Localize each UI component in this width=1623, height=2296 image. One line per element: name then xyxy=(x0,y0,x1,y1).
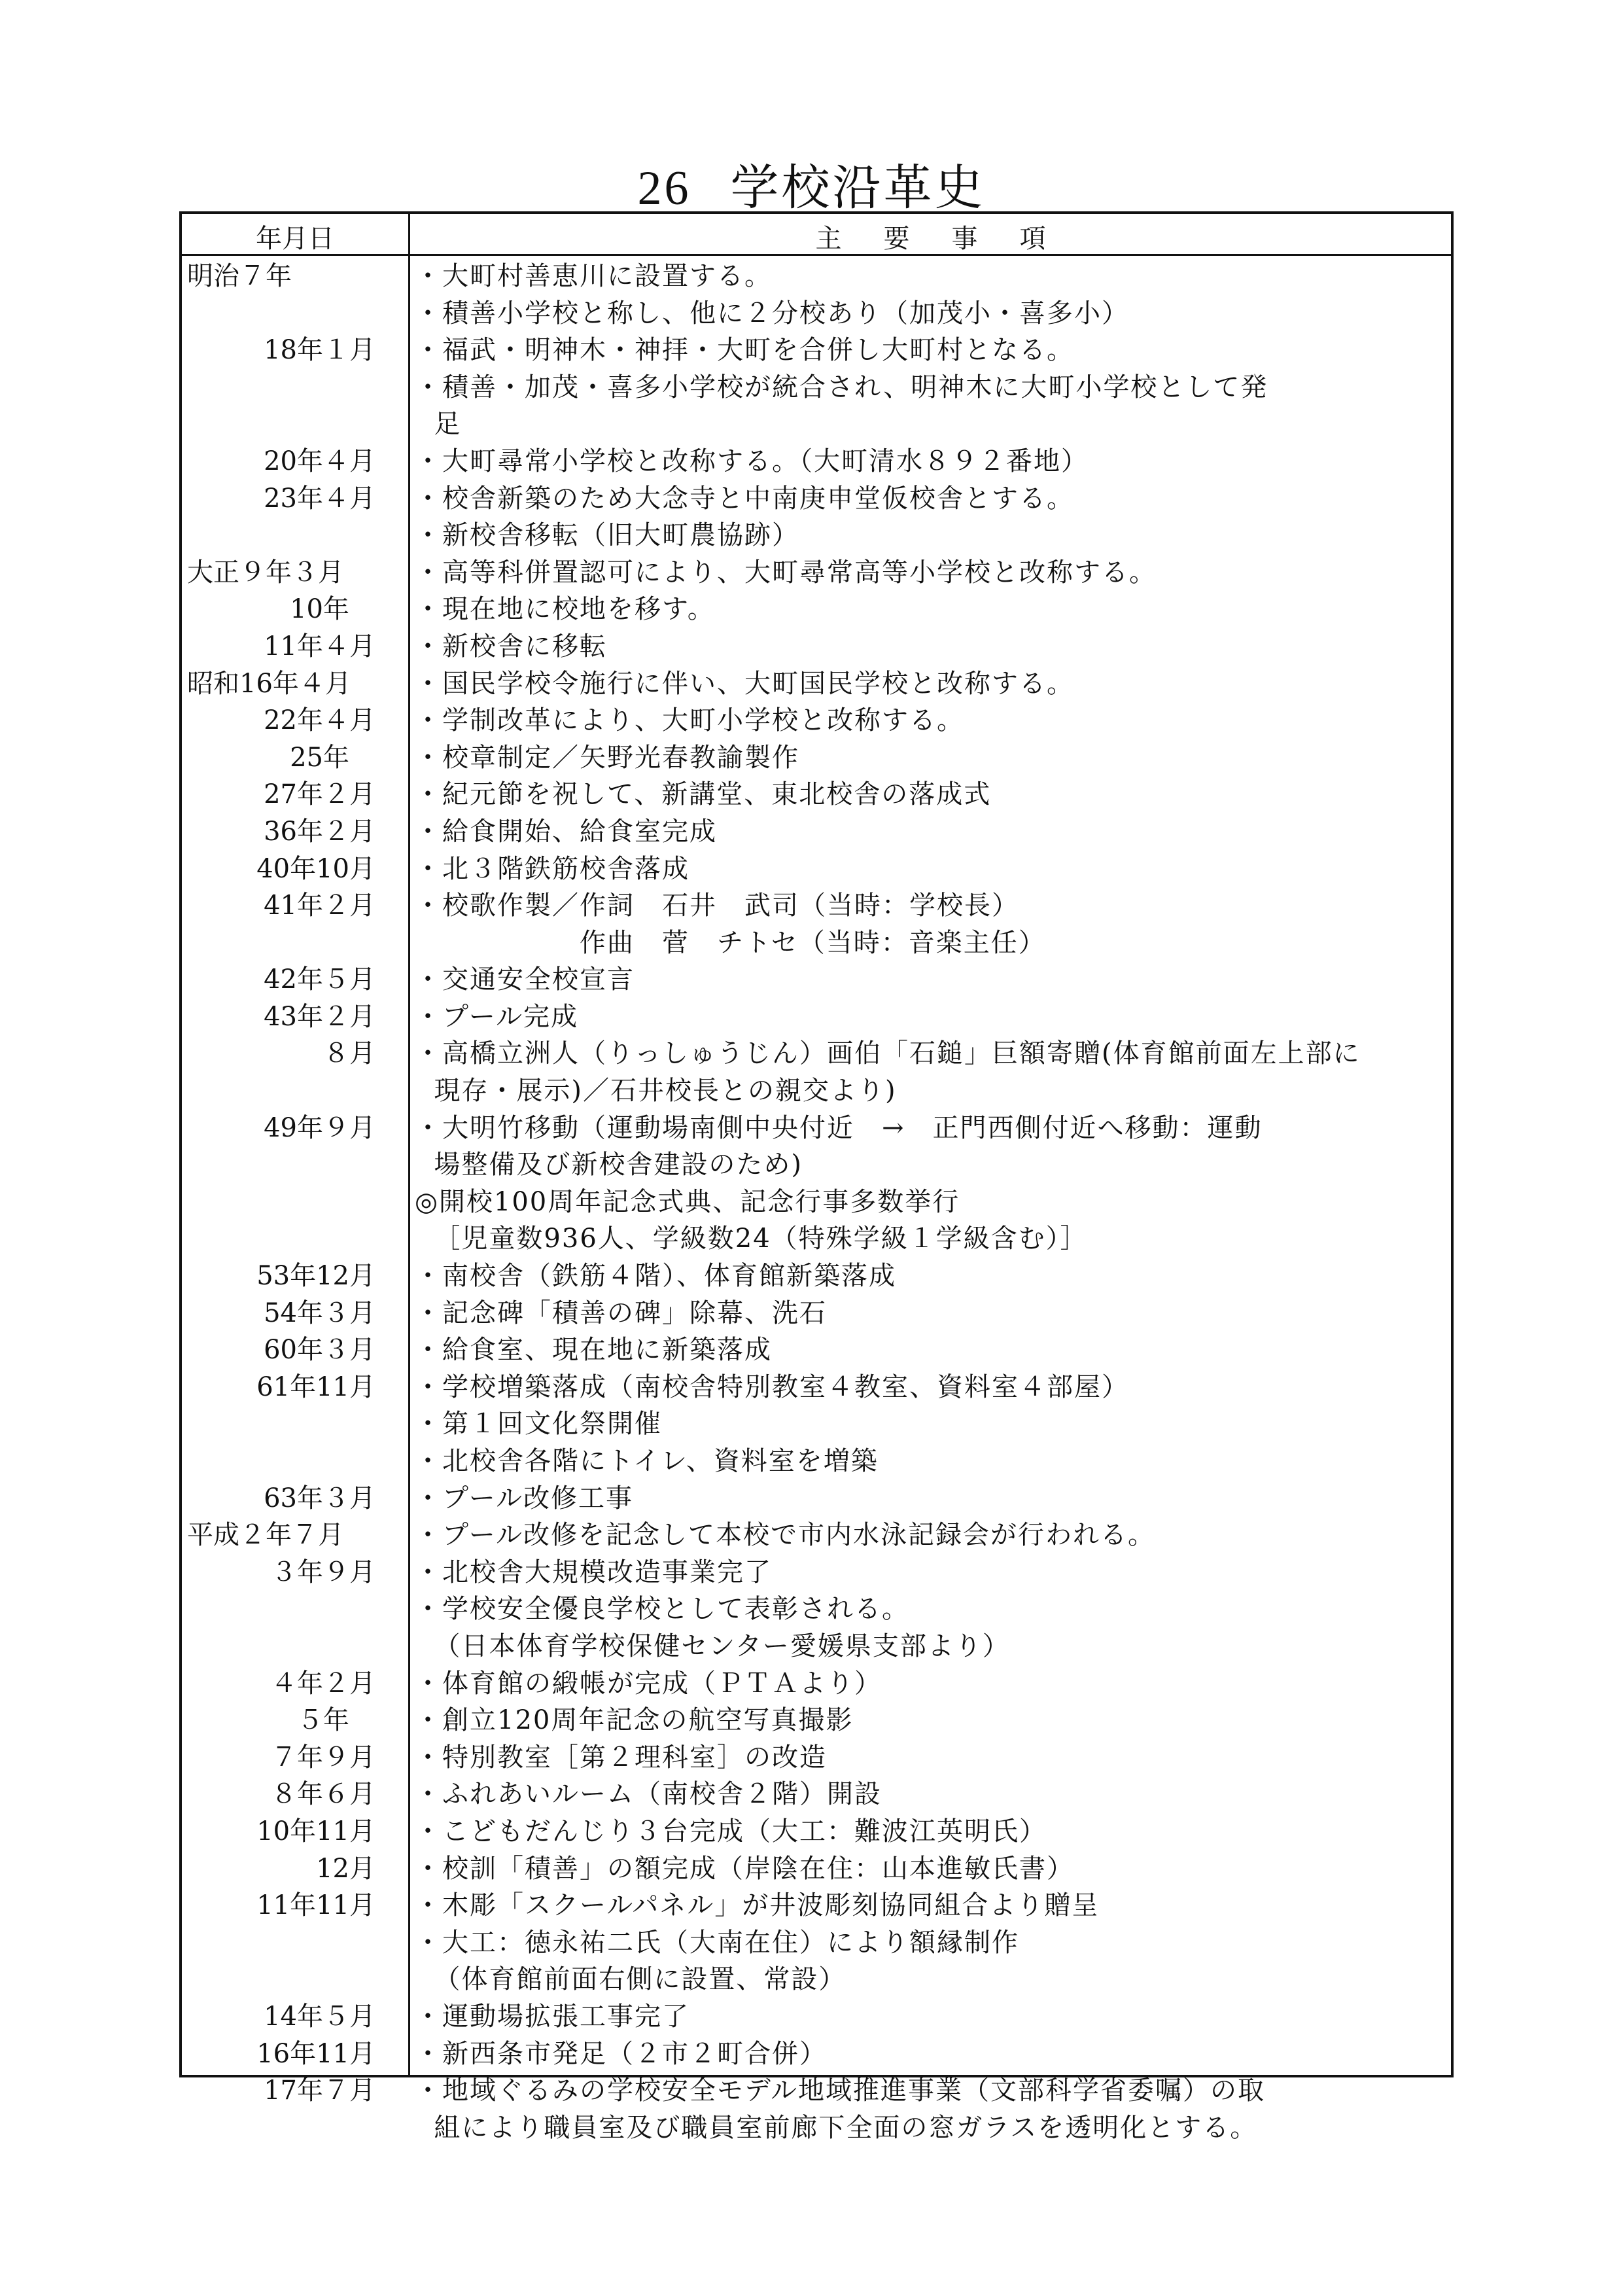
page-title xyxy=(0,149,1623,219)
row-date xyxy=(182,369,408,406)
row-event: ・紀元節を祝して、新講堂、東北校舎の落成式 xyxy=(415,779,992,810)
row-event: ・特別教室［第２理科室］の改造 xyxy=(415,1742,827,1773)
row-event: ・木彫「スクールパネル」が井波彫刻協同組合より贈呈 xyxy=(415,1890,1100,1921)
row-event: ・南校舎（鉄筋４階）、体育館新築落成 xyxy=(415,1261,896,1292)
row-date: ８年６月 xyxy=(271,1779,375,1810)
table-row xyxy=(182,369,1451,406)
row-date: 49年９月 xyxy=(264,1112,375,1143)
row-event: ・学校安全優良学校として表彰される。 xyxy=(415,1594,909,1625)
table-row xyxy=(182,1295,1451,1332)
table-row xyxy=(182,702,1451,739)
table-row xyxy=(182,998,1451,1036)
row-event: 足 xyxy=(415,409,462,440)
table-row xyxy=(182,2072,1451,2110)
table-row xyxy=(182,591,1451,628)
row-date: 23年４月 xyxy=(264,483,375,514)
table-row xyxy=(182,1517,1451,1554)
row-event: ・国民学校令施行に伴い、大町国民学校と改称する。 xyxy=(415,668,1074,699)
title-text: 学校沿革史 xyxy=(730,160,986,216)
row-date: 25年 xyxy=(290,742,375,773)
table-row xyxy=(182,1110,1451,1147)
table-row xyxy=(182,1776,1451,1813)
row-event: 現存・展示)／石井校長との親交より) xyxy=(415,1076,897,1106)
table-row xyxy=(182,1554,1451,1591)
row-date: 40年10月 xyxy=(256,853,375,884)
table-row xyxy=(182,1998,1451,2036)
row-date xyxy=(182,295,408,332)
row-date: 17年７月 xyxy=(264,2075,375,2106)
table-header xyxy=(182,214,1451,256)
row-event: ・新校舎に移転 xyxy=(415,631,607,662)
table-row xyxy=(182,925,1451,962)
row-event: ・学制改革により、大町小学校と改称する。 xyxy=(415,705,964,736)
table-row xyxy=(182,1665,1451,1703)
row-event: ・大工：徳永祐二氏（大南在住）により額縁制作 xyxy=(415,1927,1019,1958)
row-date xyxy=(182,1405,408,1443)
row-event: ・高等科併置認可により、大町尋常高等小学校と改称する。 xyxy=(415,557,1157,588)
row-date: 昭和16年４月 xyxy=(187,668,351,699)
row-date: 大正９年３月 xyxy=(187,557,344,588)
table-row xyxy=(182,1220,1451,1258)
row-date: 16年11月 xyxy=(256,2038,375,2069)
row-date: 27年２月 xyxy=(264,779,375,810)
table-row xyxy=(182,739,1451,777)
row-event: ・プール改修工事 xyxy=(415,1483,633,1513)
row-event: ・地域ぐるみの学校安全モデル地域推進事業（文部科学省委嘱）の取 xyxy=(415,2075,1265,2106)
row-event: 場整備及び新校舎建設のため) xyxy=(415,1150,803,1180)
table-row xyxy=(182,1850,1451,1888)
row-date xyxy=(182,1961,408,1998)
row-event: （日本体育学校保健センター愛媛県支部より） xyxy=(415,1631,1010,1661)
row-event: ・記念碑「積善の碑」除幕、洗石 xyxy=(415,1298,827,1328)
row-event: ・こどもだんじり３台完成（大工：難波江英明氏） xyxy=(415,1816,1047,1846)
row-date: 14年５月 xyxy=(264,2001,375,2032)
row-date: 10年11月 xyxy=(256,1816,375,1846)
row-date xyxy=(182,2110,408,2147)
table-row xyxy=(182,1146,1451,1184)
row-date xyxy=(182,1146,408,1184)
row-event: ・新校舎移転（旧大町農協跡） xyxy=(415,520,799,551)
row-date: 12月 xyxy=(316,1853,375,1884)
row-event: ・給食室、現在地に新築落成 xyxy=(415,1335,772,1366)
row-event: ・福武・明神木・神拝・大町を合併し大町村となる。 xyxy=(415,335,1074,366)
row-event: （体育館前面右側に設置、常設） xyxy=(415,1964,846,1995)
table-row xyxy=(182,480,1451,518)
row-event: ・大町村善恵川に設置する。 xyxy=(415,261,772,291)
header-date: 年月日 xyxy=(256,224,334,254)
table-row xyxy=(182,2036,1451,2073)
row-date: 平成２年７月 xyxy=(187,1520,344,1551)
table-row xyxy=(182,1813,1451,1850)
table-row xyxy=(182,1072,1451,1110)
row-date: 10年 xyxy=(290,594,375,625)
row-event: ・運動場拡張工事完了 xyxy=(415,2001,689,2032)
row-date: 60年３月 xyxy=(264,1335,375,1366)
table-row xyxy=(182,1443,1451,1480)
row-event: ・第１回文化祭開催 xyxy=(415,1409,662,1439)
row-date: 42年５月 xyxy=(264,964,375,995)
row-event: ・積善・加茂・喜多小学校が統合され、明神木に大町小学校として発 xyxy=(415,372,1268,402)
table-row xyxy=(182,1628,1451,1665)
row-date: 明治７年 xyxy=(187,261,292,291)
row-date: 54年３月 xyxy=(264,1298,375,1328)
row-event: ［児童数936人、学級数24（特殊学級１学級含む）］ xyxy=(415,1224,1088,1254)
row-date: ８月 xyxy=(323,1038,375,1069)
row-event: ・校章制定／矢野光春教諭製作 xyxy=(415,742,799,773)
table-row xyxy=(182,406,1451,443)
row-event: ・給食開始、給食室完成 xyxy=(415,816,717,847)
row-event: ・大明竹移動（運動場南側中央付近 → 正門西側付近へ移動：運動 xyxy=(415,1112,1263,1143)
table-row xyxy=(182,1035,1451,1072)
table-row xyxy=(182,517,1451,554)
table-row xyxy=(182,332,1451,369)
row-event: ・学校増築落成（南校舎特別教室４教室、資料室４部屋） xyxy=(415,1371,1129,1402)
row-event: ・交通安全校宣言 xyxy=(415,964,635,995)
row-date: ４年２月 xyxy=(271,1668,375,1699)
row-date: ３年９月 xyxy=(271,1557,375,1587)
table-row xyxy=(182,1591,1451,1628)
row-date xyxy=(182,1184,408,1221)
row-event: ・現在地に校地を移す。 xyxy=(415,594,715,625)
row-event: ・体育館の緞帳が完成（ＰＴＡより） xyxy=(415,1668,882,1699)
row-event: ◎開校100周年記念式典、記念行事多数挙行 xyxy=(415,1186,960,1217)
table-row xyxy=(182,851,1451,888)
table-row xyxy=(182,1258,1451,1295)
row-event: ・北校舎大規模改造事業完了 xyxy=(415,1557,772,1587)
header-main: 主要事項 xyxy=(815,224,1088,254)
row-date xyxy=(182,406,408,443)
row-date: 36年２月 xyxy=(264,816,375,847)
table-row xyxy=(182,887,1451,925)
table-row xyxy=(182,1887,1451,1924)
history-table xyxy=(179,211,1454,2143)
table-row xyxy=(182,665,1451,703)
row-date: ５年 xyxy=(297,1705,375,1736)
row-date xyxy=(182,1591,408,1628)
row-event: ・プール改修を記念して本校で市内水泳記録会が行われる。 xyxy=(415,1520,1155,1551)
row-event: ・校舎新築のため大念寺と中南庚申堂仮校舎とする。 xyxy=(415,483,1074,514)
row-event: 作曲 菅 チトセ（当時：音楽主任） xyxy=(415,927,1046,958)
row-date xyxy=(182,1443,408,1480)
row-date: 41年２月 xyxy=(264,891,375,921)
row-date: 22年４月 xyxy=(264,705,375,736)
row-event: ・創立120周年記念の航空写真撮影 xyxy=(415,1705,854,1736)
row-event: ・北校舎各階にトイレ、資料室を増築 xyxy=(415,1446,879,1476)
table-row xyxy=(182,776,1451,813)
row-event: ・高橋立洲人（りっしゅうじん）画伯「石鎚」巨額寄贈(体育館前面左上部に xyxy=(415,1038,1361,1069)
table-row xyxy=(182,443,1451,480)
row-event: ・ふれあいルーム（南校舎２階）開設 xyxy=(415,1779,882,1810)
row-event: 組により職員室及び職員室前廊下全面の窓ガラスを透明化とする。 xyxy=(415,2112,1258,2143)
table-row xyxy=(182,1924,1451,1962)
row-date: ７年９月 xyxy=(271,1742,375,1773)
row-event: ・大町尋常小学校と改称する。（大町清水８９２番地） xyxy=(415,446,1089,476)
row-date xyxy=(182,1628,408,1665)
row-date: 43年２月 xyxy=(264,1001,375,1032)
row-date: 18年１月 xyxy=(264,335,375,366)
table-row xyxy=(182,2110,1451,2147)
row-date xyxy=(182,925,408,962)
table-body xyxy=(182,258,1451,2146)
table-row xyxy=(182,628,1451,665)
row-date: 11年11月 xyxy=(256,1890,375,1921)
table-row xyxy=(182,813,1451,851)
title-number: 26 xyxy=(637,162,691,215)
row-date xyxy=(182,517,408,554)
table-row xyxy=(182,1332,1451,1369)
table-row xyxy=(182,554,1451,592)
table-row xyxy=(182,1184,1451,1221)
table-row xyxy=(182,258,1451,295)
row-event: ・北３階鉄筋校舎落成 xyxy=(415,853,689,884)
row-event: ・新西条市発足（２市２町合併） xyxy=(415,2038,827,2069)
table-row xyxy=(182,1961,1451,1998)
row-event: ・校歌作製／作詞 石井 武司（当時：学校長） xyxy=(415,891,1019,921)
table-row xyxy=(182,1480,1451,1517)
table-row xyxy=(182,1739,1451,1776)
row-event: ・校訓「積善」の額完成（岸陰在住：山本進敏氏書） xyxy=(415,1853,1074,1884)
row-date xyxy=(182,1924,408,1962)
row-event: ・積善小学校と称し、他に２分校あり（加茂小・喜多小） xyxy=(415,298,1129,328)
table-row xyxy=(182,1405,1451,1443)
row-date: 20年４月 xyxy=(264,446,375,476)
row-date xyxy=(182,1220,408,1258)
row-date xyxy=(182,1072,408,1110)
row-date: 11年４月 xyxy=(264,631,375,662)
row-date: 61年11月 xyxy=(256,1371,375,1402)
table-row xyxy=(182,1369,1451,1406)
row-event: ・プール完成 xyxy=(415,1001,578,1032)
row-date: 63年３月 xyxy=(264,1483,375,1513)
table-row xyxy=(182,295,1451,332)
table-row xyxy=(182,961,1451,998)
table-row xyxy=(182,1702,1451,1739)
row-date: 53年12月 xyxy=(256,1261,375,1292)
